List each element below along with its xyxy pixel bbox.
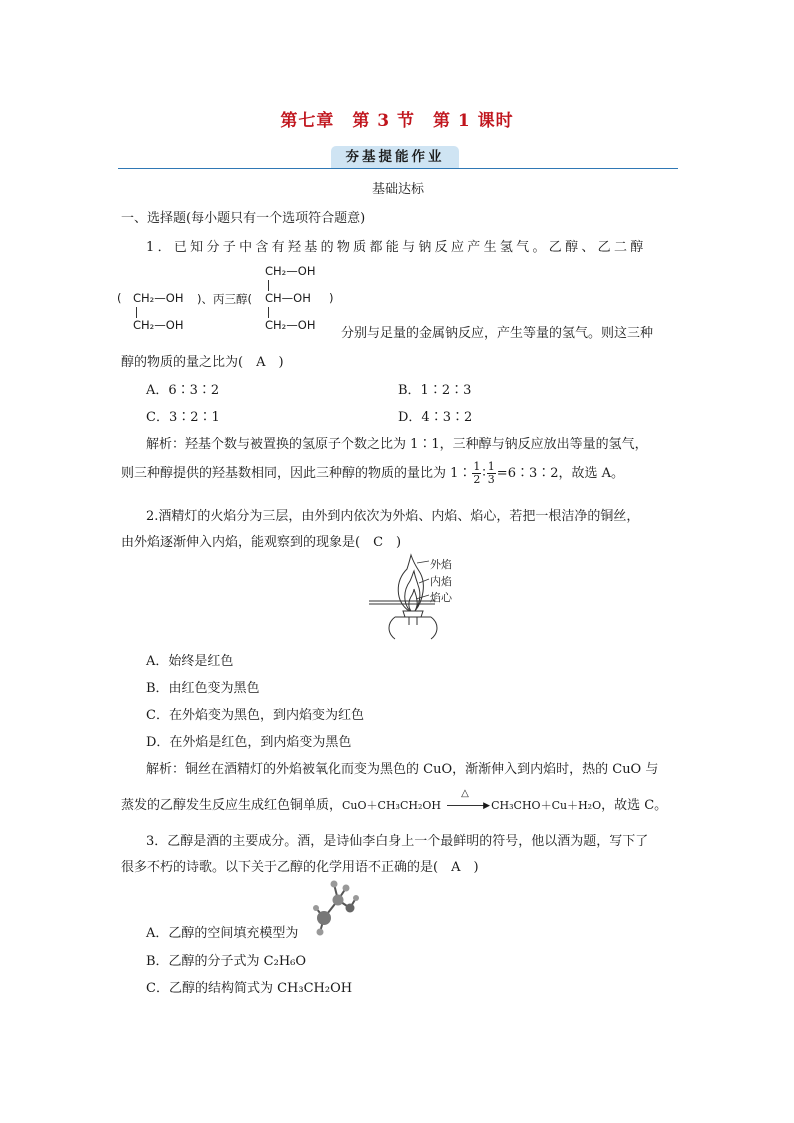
section-subtitle: 基础达标 bbox=[371, 182, 424, 197]
label-inner-flame: 内焰 bbox=[430, 575, 452, 588]
label-flame-core: 焰心 bbox=[430, 591, 452, 604]
q1-analysis-text-a: 则三种醇提供的羟基数相同，因此三种醇的物质的量比为 1∶ bbox=[121, 466, 472, 481]
glycol-top: CH₂—OH bbox=[133, 291, 184, 305]
fraction-third: $\frac{1}{3}$ bbox=[487, 460, 495, 486]
q1-stem-line4: 醇的物质的量之比为( A ) bbox=[121, 355, 284, 370]
glycerol-bond-2 bbox=[268, 307, 269, 318]
glycerol-bond-1 bbox=[268, 280, 269, 291]
q2-stem-line2: 由外焰逐渐伸入内焰，能观察到的现象是( C ) bbox=[121, 535, 402, 550]
q1-stem-line1: 1．已知分子中含有羟基的物质都能与钠反应产生氢气。乙醇、乙二醇 bbox=[146, 240, 647, 255]
q1-stem-line3: 分别与足量的金属钠反应，产生等量的氢气。则这三种 bbox=[341, 326, 654, 341]
q3-stem-line1: 3．乙醇是酒的主要成分。酒，是诗仙李白身上一个最鲜明的符号，他以酒为题，写下了 bbox=[146, 834, 649, 849]
q2-option-d: D．在外焰是红色，到内焰变为黑色 bbox=[146, 735, 352, 750]
q2-option-c: C．在外焰变为黑色，到内焰变为红色 bbox=[146, 708, 364, 723]
page-title: 第七章 第 3 节 第 1 课时 bbox=[280, 111, 514, 131]
q3-option-c: C．乙醇的结构简式为 CH₃CH₂OH bbox=[146, 981, 353, 996]
banner-rule bbox=[118, 168, 678, 169]
q1-open-paren: ( bbox=[117, 291, 122, 305]
heat-condition: △ bbox=[461, 787, 469, 799]
q2-analysis-text-a: 蒸发的乙醇发生反应生成红色铜单质， bbox=[121, 798, 343, 813]
glycol-bottom: CH₂—OH bbox=[133, 318, 184, 332]
glycerol-bottom: CH₂—OH bbox=[265, 318, 316, 332]
q1-close-paren: ) bbox=[329, 291, 334, 305]
q3-option-a: A．乙醇的空间填充模型为 bbox=[146, 926, 299, 941]
q1-mid-paren: )、丙三醇( bbox=[197, 292, 252, 306]
glycol-bond bbox=[136, 307, 137, 318]
q1-option-d: D．4∶3∶2 bbox=[398, 410, 473, 425]
ethanol-ball-model bbox=[312, 878, 362, 938]
q3-stem-line2: 很多不朽的诗歌。以下关于乙醇的化学用语不正确的是( A ) bbox=[121, 860, 479, 875]
equation-rhs: CH₃CHO＋Cu＋H₂O bbox=[491, 799, 602, 812]
glycerol-top: CH₂—OH bbox=[265, 264, 316, 278]
reaction-arrow: △ ▶ bbox=[445, 800, 491, 812]
section-banner: 夯基提能作业 bbox=[331, 146, 459, 168]
q1-analysis-text-b: =6∶3∶2，故选 A。 bbox=[496, 466, 625, 481]
label-outer-flame: 外焰 bbox=[430, 558, 452, 571]
glycerol-mid: CH—OH bbox=[265, 291, 311, 305]
part-heading: 一、选择题(每小题只有一个选项符合题意) bbox=[121, 211, 366, 226]
q1-option-c: C．3∶2∶1 bbox=[146, 410, 220, 425]
q1-analysis-line2 bbox=[121, 461, 624, 486]
fraction-separator: ∶ bbox=[482, 466, 486, 481]
q2-stem-line1: 2.酒精灯的火焰分为三层，由外到内依次为外焰、内焰、焰心，若把一根洁净的铜丝， bbox=[146, 509, 640, 524]
q2-option-a: A．始终是红色 bbox=[146, 654, 234, 669]
q1-option-b: B．1∶2∶3 bbox=[398, 383, 472, 398]
q2-analysis-line2 bbox=[121, 787, 668, 813]
q2-option-b: B．由红色变为黑色 bbox=[146, 681, 260, 696]
fraction-half: $\frac{1}{2}$ bbox=[473, 460, 481, 486]
q3-option-b: B．乙醇的分子式为 C₂H₆O bbox=[146, 954, 307, 969]
q1-analysis-line1: 解析：羟基个数与被置换的氢原子个数之比为 1∶1，三种醇与钠反应放出等量的氢气， bbox=[146, 437, 648, 452]
q2-analysis-text-b: ，故选 C。 bbox=[601, 798, 668, 813]
q2-analysis-line1: 解析：铜丝在酒精灯的外焰被氧化而变为黑色的 CuO，渐渐伸入到内焰时，热的 CuO 与 bbox=[146, 762, 659, 777]
equation-lhs: CuO＋CH₃CH₂OH bbox=[342, 799, 441, 812]
q1-option-a: A．6∶3∶2 bbox=[146, 383, 220, 398]
